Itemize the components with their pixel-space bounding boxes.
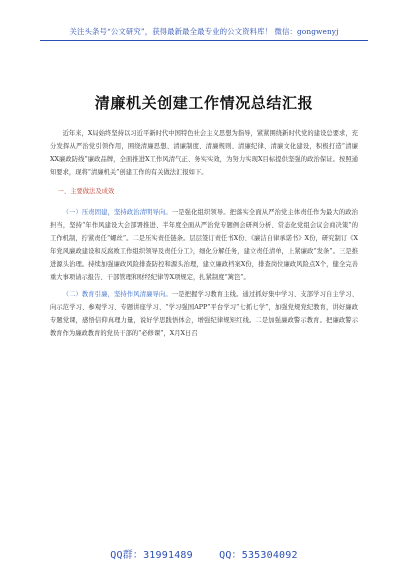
header-banner: 关注头条号“公文研究”，获得最新最全最专业的公文资料库！ 微信：gongwenyj	[69, 27, 339, 36]
item-1-body: 一是强化组织领导。把落实全面从严治党主体责任作为最大的政治担当，坚持“年作风建设大会部署推进、半年度全面从严治党专题例会研判分析、常态化党组会议会商决策”的工作机制，拧紧责任“螺丝”。二是压实责任链条。层层签订责任书X份、《廉洁自律承诺书》X份，研究制订《X年党风廉政建设和反腐败工作组织领导及责任分工》，细化分解任务，建立责任清单，上紧廉政“发条”。三是推进源头治理。持续加强廉政风险排查防控和源头治理，建立廉政档案X份，排查岗位廉政风险点X个，健全完善重大事项请示报告、干部管理和财经纪律等X项规定，扎紧制度“篱笆”。	[50, 209, 359, 281]
document-body	[50, 127, 358, 340]
footer-qq: QQ：535304092	[219, 550, 298, 561]
header-divider	[40, 40, 368, 41]
item-1-paragraph	[50, 206, 358, 284]
document-title: 清廉机关创建工作情况总结汇报	[94, 94, 314, 112]
intro-paragraph: 近年来，X局始终坚持以习近平新时代中国特色社会主义思想为指导，紧紧围绕新时代党的建设总要求，充分发挥从严治党引领作用，围绕清廉思想、清廉制度、清廉规则、清廉纪律、清廉文化建设，积极打造“清廉XX廉政防线”廉政品牌，全面推进X工作风清气正、务实实效，为努力实现X目标提供坚强的政治保证。按照通知要求，现将“清廉机关”创建工作的有关做法汇报如下。	[50, 130, 358, 176]
section-heading-1: 一、主要做法及成效	[57, 188, 115, 195]
footer-contacts	[0, 546, 408, 561]
item-2-lead: （二）教育引廉，坚持作风清廉导向。	[62, 291, 172, 298]
item-1-lead: （一）压责固建，坚持政治清明导向。	[62, 209, 172, 216]
item-2-paragraph	[50, 288, 358, 340]
item-2-body: 一是把握学习教育主线。通过抓好集中学习、支部学习自主学习、向示范学习、参观学习、专题讲座学习、“学习强国APP”平台学习“七抓七学”，加强党规党纪教育，讲好廉政专题党课，感悟信仰真理力量，说好学思践悟体会，增强纪律规矩红线。二是加强廉政警示教育。把廉政警示教育作为廉政教育的党员干部的“必修课”，X月X日召	[50, 291, 359, 337]
footer-qq-group: QQ群：31991489	[110, 550, 193, 561]
